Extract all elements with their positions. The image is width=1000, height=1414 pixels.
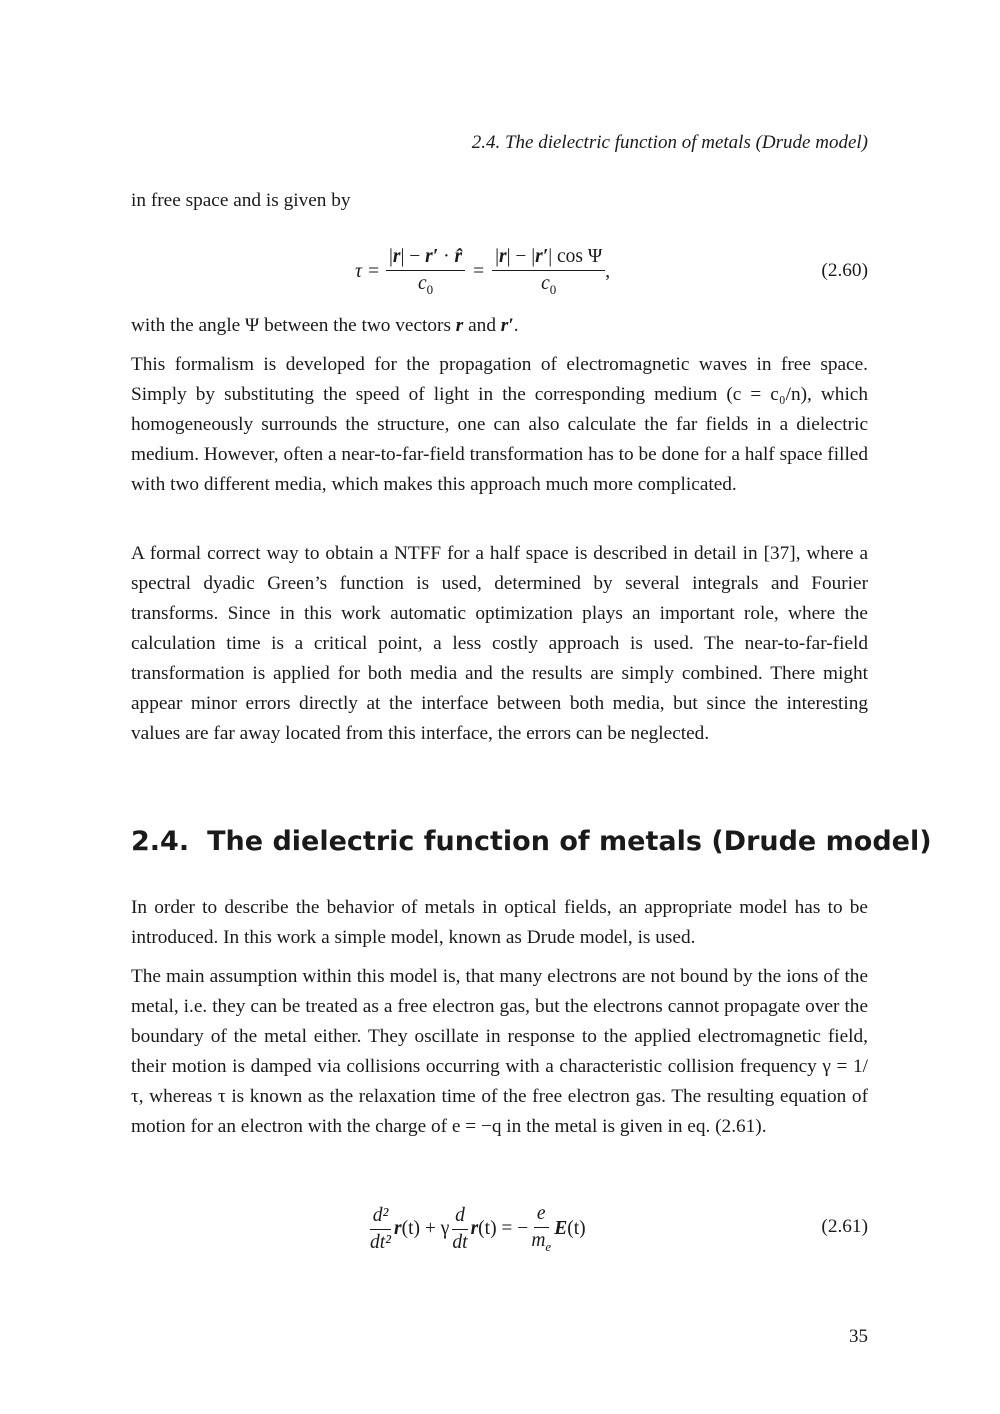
section-number: 2.4. <box>131 826 190 857</box>
eq-token: | − | <box>506 246 536 268</box>
eq-token: | <box>389 246 393 268</box>
eq-vector-r: r <box>392 246 401 268</box>
eq-fraction-2 <box>492 246 605 298</box>
running-header: 2.4. The dielectric function of metals (Drude model) <box>471 132 868 153</box>
intro-line <box>131 186 868 216</box>
paragraph-3 <box>131 893 868 953</box>
section-title: The dielectric function of metals (Drude model) <box>207 826 932 857</box>
paragraph-text: The main assumption within this model is, that many electrons are not bound by the ions of the metal, i.e. they can be treated as a free electron gas, but the electrons cannot propagate over the boundary of the metal either. They oscillate in response to the applied electromagnetic field, their motion is damped via collisions occurring with a characteristic collision frequency γ = 1/τ, whereas τ is known as the relaxation time of the free electron gas. The resulting equation of motion for an electron with the charge of e = −q in the metal is given in eq. (2.61). <box>131 966 868 1137</box>
eq-token: dt <box>452 1231 468 1253</box>
eq-token: dt² <box>370 1231 392 1253</box>
eq-charge-mass-ratio <box>528 1203 554 1255</box>
eq-second-derivative <box>367 1205 394 1254</box>
eq-token: | − <box>400 246 421 268</box>
eq-token: c <box>541 273 550 295</box>
eq-token: 0 <box>549 281 557 297</box>
eq-token: m <box>531 1230 546 1252</box>
eq-unit-vector: r̂ <box>454 246 463 268</box>
eq-equals: = <box>473 261 485 282</box>
eq-token: , <box>605 261 611 282</box>
eq-token: 0 <box>426 281 434 297</box>
paragraph-4 <box>131 962 868 1142</box>
eq-vector-e: E <box>554 1218 568 1239</box>
paragraph-text: A formal correct way to obtain a NTFF for a half space is described in detail in [37], where a spectral dyadic Green’s function is used, determined by several integrals and Fourier transforms. Since in this work automatic optimization plays an important role, where the calculation time is a critical point, a less costly approach is used. The near-to-far-field transformation is applied for both media and the results are simply combined. There might appear minor errors directly at the interface between both media, but since the interesting values are far away located from this interface, the errors can be neglected. <box>131 543 868 744</box>
eq-token: | cos Ψ <box>548 246 603 268</box>
eq-token: d² <box>370 1205 392 1230</box>
equation-number: (2.60) <box>821 260 868 281</box>
page-number: 35 <box>849 1326 868 1347</box>
section-heading <box>131 826 932 857</box>
paragraph-text: This formalism is developed for the propagation of electromagnetic waves in free space. Simply by substituting the speed of light in the corresponding medium (c = c₀/n), which homogeneously surrounds the structure, one can also calculate the far fields in a dielectric medium. However, often a near-to-far-field transformation has to be done for a half space filled with two different media, which makes this approach much more complicated. <box>131 354 868 495</box>
equation-2-61 <box>131 1198 868 1260</box>
eq-vector-r: r <box>394 1218 402 1239</box>
paragraph-1 <box>131 350 868 500</box>
eq-token: (t) + γ <box>401 1218 450 1239</box>
paragraph-2 <box>131 539 868 749</box>
text-span: . <box>513 315 519 336</box>
eq-fraction-1 <box>386 246 465 298</box>
equation-2-60 <box>131 244 868 300</box>
eq-token: c <box>417 273 427 295</box>
eq-token: (t) = − <box>478 1218 529 1239</box>
vector-r-prime: r′ <box>500 315 514 336</box>
eq-token: d <box>452 1205 468 1230</box>
angle-line <box>131 311 868 341</box>
equation-number: (2.61) <box>821 1216 868 1237</box>
paragraph-text: In order to describe the behavior of metals in optical fields, an appropriate model has to be introduced. In this work a simple model, known as Drude model, is used. <box>131 897 868 948</box>
eq-token: | <box>495 246 499 268</box>
eq-first-derivative <box>449 1205 470 1254</box>
eq-token: · <box>443 246 450 268</box>
eq-token: (t) <box>567 1218 586 1239</box>
eq-token: e <box>534 1203 549 1228</box>
vector-r: r <box>455 315 464 336</box>
eq-token: e <box>545 1238 552 1254</box>
intro-text: in free space and is given by <box>131 190 351 211</box>
eq-vector-r: r <box>499 246 507 268</box>
eq-lhs: τ = <box>355 261 381 282</box>
eq-vector-r-prime: r′ <box>425 246 439 268</box>
eq-vector-r-prime: r′ <box>535 246 549 268</box>
eq-vector-r: r <box>470 1218 479 1239</box>
text-span: and <box>463 315 501 336</box>
text-span: with the angle Ψ between the two vectors <box>131 315 456 336</box>
